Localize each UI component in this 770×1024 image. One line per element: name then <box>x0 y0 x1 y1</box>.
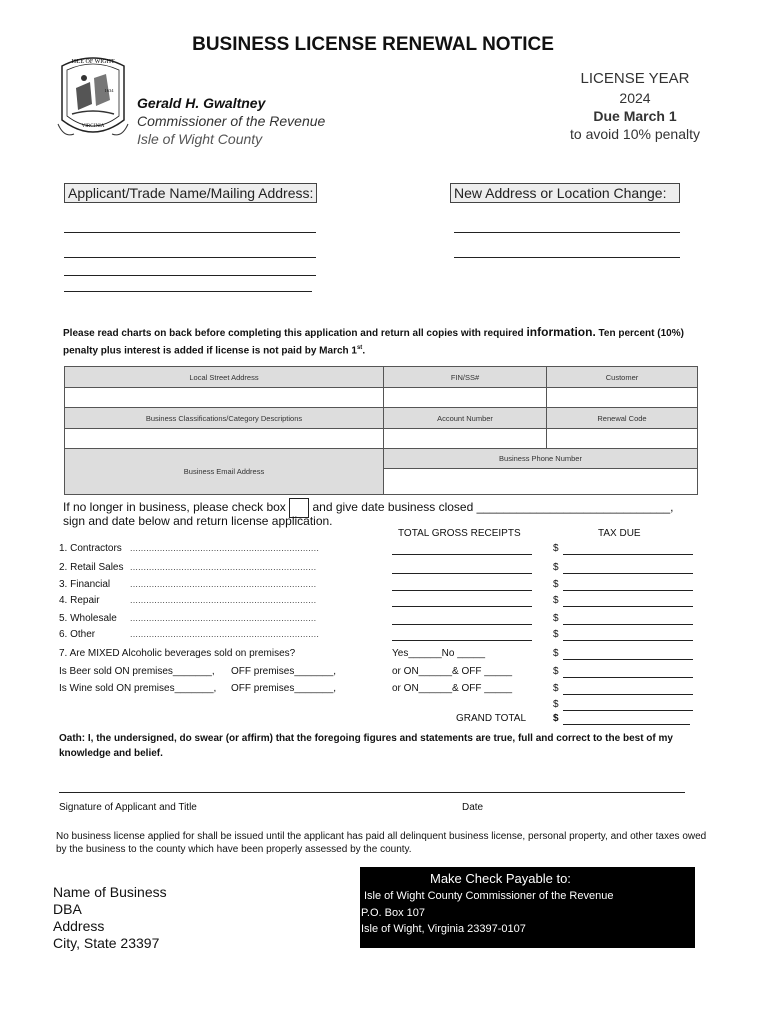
category-label: 4. Repair <box>59 595 100 606</box>
category-label: 5. Wholesale <box>59 613 117 624</box>
gross-receipts-field[interactable] <box>392 606 532 607</box>
category-leader-dots: ..................................................................... <box>130 579 317 589</box>
tax-due-field[interactable] <box>563 606 693 607</box>
dollar-sign: $ <box>553 543 559 554</box>
license-year-label: LICENSE YEAR <box>580 70 690 87</box>
dollar-sign: $ <box>553 699 559 710</box>
new-address-line-2[interactable] <box>454 257 680 258</box>
due-date: Due March 1 <box>593 108 677 124</box>
fin-field[interactable] <box>384 388 547 408</box>
new-address-line-1[interactable] <box>454 232 680 233</box>
page-title: BUSINESS LICENSE RENEWAL NOTICE <box>192 34 554 55</box>
commissioner-county: Isle of Wight County <box>137 131 263 147</box>
dollar-sign: $ <box>553 613 559 624</box>
county-seal-icon <box>54 52 132 144</box>
gross-receipts-field[interactable] <box>392 640 532 641</box>
customer-field[interactable] <box>547 388 698 408</box>
dollar-sign: $ <box>553 666 559 677</box>
closing-instruction: sign and date below and return license application. <box>63 514 333 528</box>
dba-line: DBA <box>53 901 82 917</box>
tax-due-field[interactable] <box>563 590 693 591</box>
category-label: 6. Other <box>59 629 96 640</box>
oath-statement: Oath: I, the undersigned, do swear (or affirm) that the foregoing figures and statements are true, full and correct to the best of my knowledge and belief. <box>59 733 673 759</box>
renewal-header: Renewal Code <box>547 408 698 429</box>
dollar-sign: $ <box>553 648 559 659</box>
email-header: Business Email Address <box>65 449 384 495</box>
signature-line[interactable] <box>59 792 685 793</box>
account-field[interactable] <box>384 429 547 449</box>
seal-year: 1634 <box>104 88 114 93</box>
address-line: Address <box>53 918 105 934</box>
grand-total-field[interactable] <box>563 724 690 725</box>
payable-heading: Make Check Payable to: <box>430 871 571 886</box>
category-leader-dots: ..................................................................... <box>130 562 317 572</box>
wine-on-premises[interactable]: Is Wine sold ON premises_______, <box>59 683 217 694</box>
phone-field[interactable] <box>384 469 698 495</box>
mixed-alcohol-question: 7. Are MIXED Alcoholic beverages sold on premises? <box>59 648 296 659</box>
applicant-address-line-4[interactable] <box>64 291 312 292</box>
applicant-address-line-3[interactable] <box>64 275 316 276</box>
instructions-notice: Please read charts on back before completing this application and return all copies with required information. Ten percent (10%) penalty plus interest is added if license is not paid by March 1st. <box>63 325 684 357</box>
classifications-header: Business Classifications/Category Descriptions <box>65 408 384 429</box>
tax-due-field[interactable] <box>563 640 693 641</box>
tax-due-field[interactable] <box>563 677 693 678</box>
gross-receipts-field[interactable] <box>392 573 532 574</box>
grand-total-dollar: $ <box>553 713 559 724</box>
dollar-sign: $ <box>553 579 559 590</box>
beer-off-premises[interactable]: OFF premises_______, <box>231 666 337 677</box>
city-state-line: City, State 23397 <box>53 935 160 951</box>
tax-due-field[interactable] <box>563 624 693 625</box>
gross-receipts-field[interactable] <box>392 554 532 555</box>
gross-receipts-field[interactable] <box>392 624 532 625</box>
commissioner-name: Gerald H. Gwaltney <box>137 95 266 111</box>
local-street-field[interactable] <box>65 388 384 408</box>
renewal-field[interactable] <box>547 429 698 449</box>
local-street-header: Local Street Address <box>65 367 384 388</box>
wine-off-premises[interactable]: OFF premises_______, <box>231 683 337 694</box>
grand-total-label: GRAND TOTAL <box>456 713 527 724</box>
penalty-note: to avoid 10% penalty <box>570 126 700 142</box>
closing-statement: If no longer in business, please check box and give date business closed _____________________________, <box>63 498 673 518</box>
wine-on-off[interactable]: or ON______& OFF _____ <box>392 683 513 694</box>
seal-top-text: ISLE OF WIGHT <box>71 59 115 65</box>
category-leader-dots: ...................................................................... <box>130 543 320 553</box>
gross-receipts-header: TOTAL GROSS RECEIPTS <box>398 528 521 539</box>
category-leader-dots: ..................................................................... <box>130 595 317 605</box>
payable-to-box <box>360 867 695 948</box>
fin-header: FIN/SS# <box>384 367 547 388</box>
tax-due-field[interactable] <box>563 554 693 555</box>
category-leader-dots: ..................................................................... <box>130 613 317 623</box>
business-name-line: Name of Business <box>53 884 167 900</box>
customer-header: Customer <box>547 367 698 388</box>
classifications-field[interactable] <box>65 429 384 449</box>
signature-label: Signature of Applicant and Title <box>59 802 197 813</box>
payable-line-3: Isle of Wight, Virginia 23397-0107 <box>361 923 526 935</box>
business-info-grid <box>64 366 698 495</box>
applicant-address-line-1[interactable] <box>64 232 316 233</box>
tax-due-field[interactable] <box>563 710 693 711</box>
commissioner-title: Commissioner of the Revenue <box>137 113 326 129</box>
beer-on-off[interactable]: or ON______& OFF _____ <box>392 666 513 677</box>
tax-due-header: TAX DUE <box>598 528 641 539</box>
account-header: Account Number <box>384 408 547 429</box>
license-year-value: 2024 <box>619 90 651 106</box>
category-label: 2. Retail Sales <box>59 562 124 573</box>
tax-due-field[interactable] <box>563 573 693 574</box>
payable-line-1: Isle of Wight County Commissioner of the Revenue <box>364 890 614 902</box>
applicant-address-label: Applicant/Trade Name/Mailing Address: <box>64 183 317 203</box>
payable-line-2: P.O. Box 107 <box>361 907 426 919</box>
dollar-sign: $ <box>553 629 559 640</box>
beer-on-premises[interactable]: Is Beer sold ON premises_______, <box>59 666 215 677</box>
category-label: 1. Contractors <box>59 543 122 554</box>
tax-due-field[interactable] <box>563 694 693 695</box>
category-leader-dots: ...................................................................... <box>130 629 320 639</box>
category-label: 3. Financial <box>59 579 111 590</box>
gross-receipts-field[interactable] <box>392 590 532 591</box>
mixed-alcohol-yes-no[interactable]: Yes______No _____ <box>392 648 486 659</box>
phone-header: Business Phone Number <box>384 449 698 469</box>
seal-bottom-text: VIRGINIA <box>81 124 105 129</box>
delinquent-notice: No business license applied for shall be issued until the applicant has paid all delinquent business license, personal property, and other taxes owed by the business to the county which have been properly assessed by the county. <box>56 831 707 855</box>
date-label: Date <box>462 802 484 813</box>
dollar-sign: $ <box>553 562 559 573</box>
dollar-sign: $ <box>553 595 559 606</box>
tax-due-field[interactable] <box>563 659 693 660</box>
applicant-address-line-2[interactable] <box>64 257 316 258</box>
dollar-sign: $ <box>553 683 559 694</box>
new-address-label: New Address or Location Change: <box>450 183 680 203</box>
mailing-address-block <box>53 884 167 952</box>
